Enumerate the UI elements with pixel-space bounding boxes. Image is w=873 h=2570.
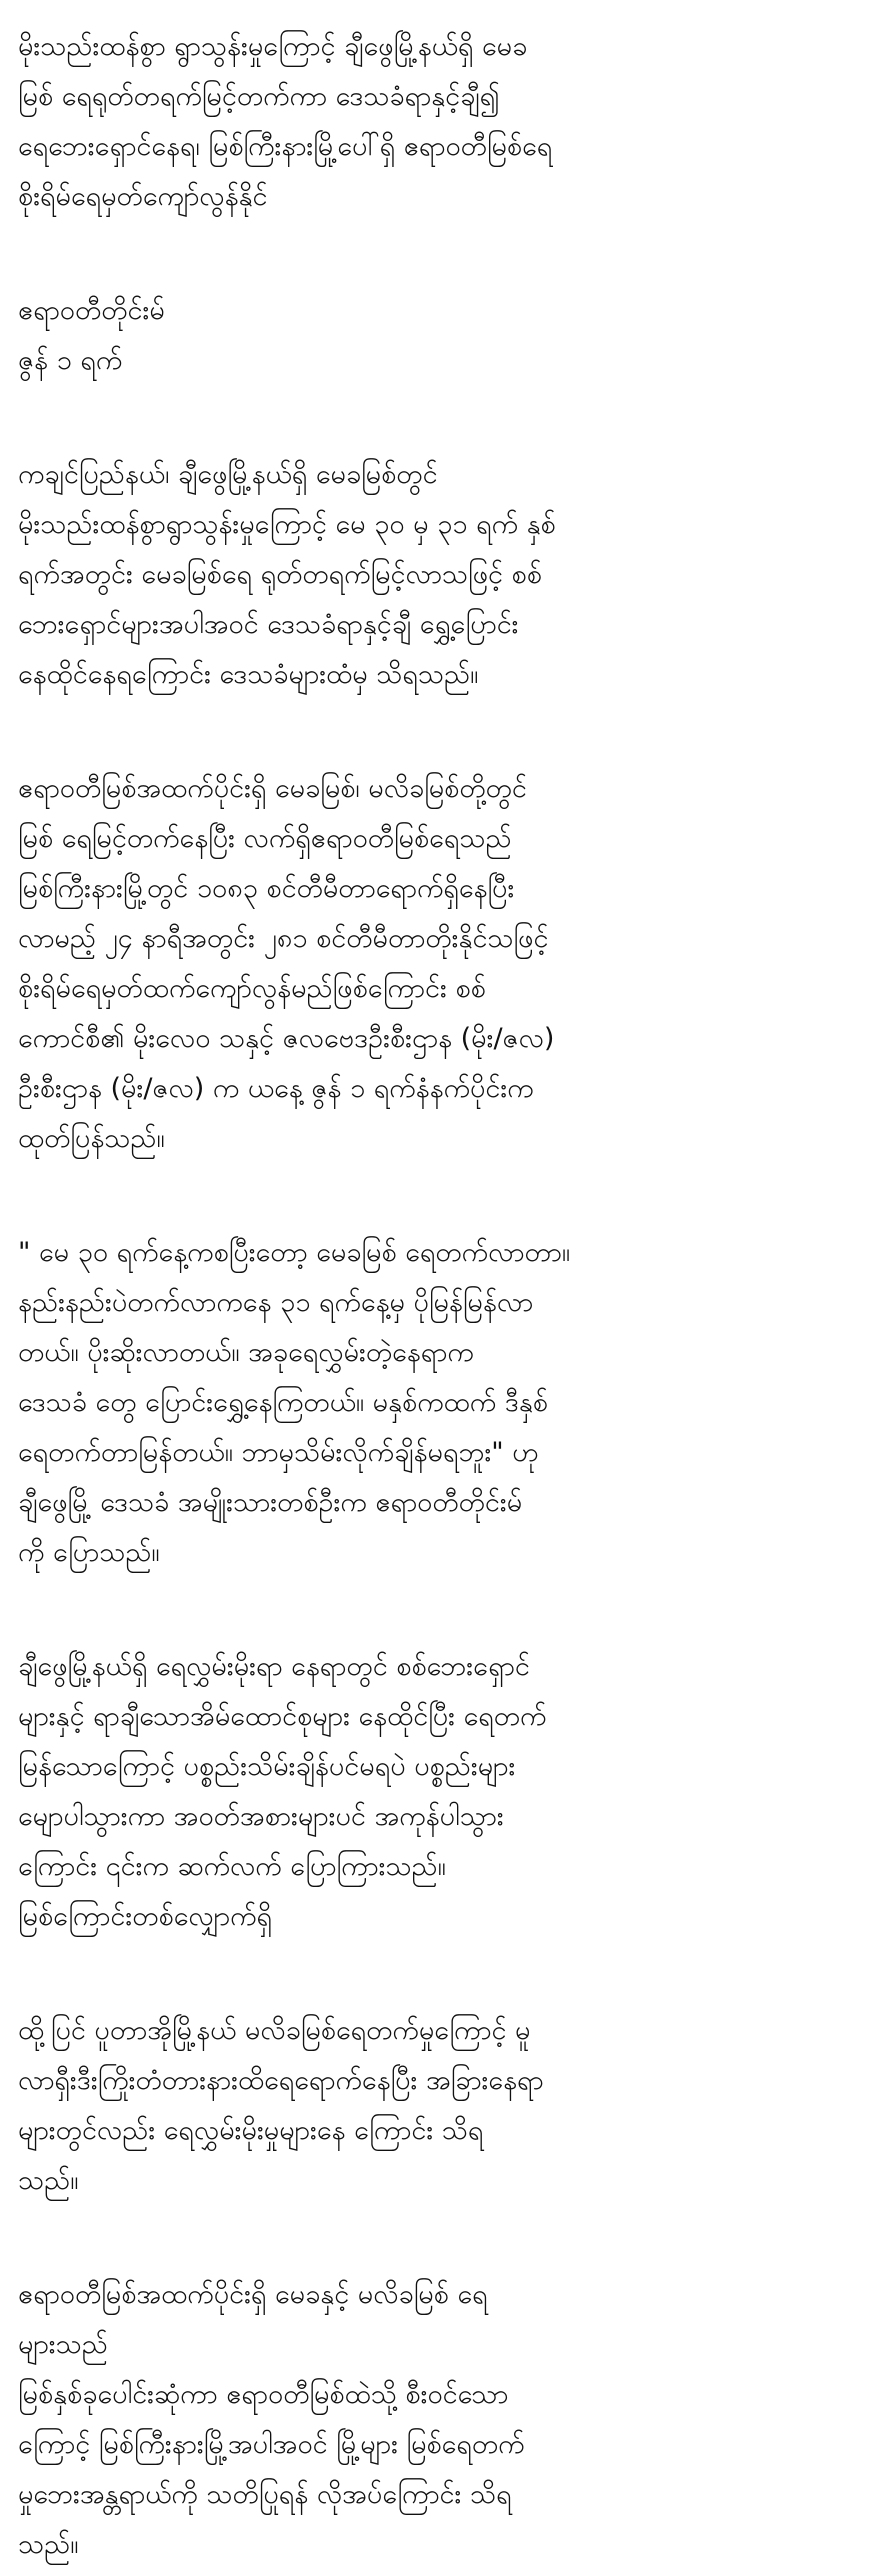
text-line: သည်။	[18, 2529, 79, 2560]
headline-paragraph	[18, 22, 849, 222]
text-line: ကြောင်း ၎င်းက ဆက်လက် ပြောကြားသည်။	[18, 1851, 446, 1882]
text-line: " မေ ၃၀ ရက်နေ့ကစပြီးတော့ မေခမြစ် ရေတက်လာတာ။	[18, 1237, 571, 1268]
text-line: သည်။	[18, 2165, 79, 2196]
body-paragraph	[18, 1642, 849, 1942]
text-line: ဦးစီးဌာန (မိုး/ဇလ) က ယနေ့ ဇွန် ၁ ရက်နံနက်ပိုင်းက	[18, 1073, 534, 1104]
text-line: လာမည့် ၂၄ နာရီအတွင်း ၂၈၁ စင်တီမီတာတိုးနိုင်သဖြင့်	[18, 923, 549, 954]
text-line: ရေဘေးရှောင်နေရ၊ မြစ်ကြီးနားမြို့ပေါ်ရှိ ဧရာဝတီမြစ်ရေ	[18, 131, 553, 162]
text-line: ချီဖွေမြို့ ဒေသခံ အမျိုးသားတစ်ဦးက ဧရာဝတီတိုင်းမ်	[18, 1487, 523, 1518]
text-line: မျောပါသွားကာ အဝတ်အစားများပင် အကုန်ပါသွား	[18, 1801, 504, 1832]
text-line: နည်းနည်းပဲတက်လာကနေ ၃၁ ရက်နေ့မှ ပိုမြန်မြန်လာ	[18, 1287, 534, 1318]
text-line: ထုတ်ပြန်သည်။	[18, 1123, 165, 1154]
text-line: ကို ပြောသည်။	[18, 1537, 160, 1568]
text-line: မိုးသည်းထန်စွာ ရွာသွန်းမှုကြောင့် ချီဖွေမြို့နယ်ရှိ မေခ	[18, 31, 528, 62]
body-paragraph	[18, 764, 849, 1164]
quote-paragraph	[18, 1228, 849, 1578]
body-paragraph	[18, 2270, 849, 2570]
text-line: မြန်သောကြောင့် ပစ္စည်းသိမ်းချိန်ပင်မရပဲ ပစ္စည်းများ	[18, 1751, 516, 1782]
text-line: ရက်အတွင်း မေခမြစ်ရေ ရုတ်တရက်မြင့်လာသဖြင့် စစ်	[18, 559, 542, 590]
text-line: မြစ် ရေရုတ်တရက်မြင့်တက်ကာ ဒေသခံရာနှင့်ချီ၍	[18, 81, 500, 112]
text-line: ကောင်စီ၏ မိုးလေဝ သနှင့် ဇလဗေဒဦးစီးဌာန (မိုး/ဇလ)	[18, 1023, 555, 1054]
text-line: တယ်။ ပိုးဆိုးလာတယ်။ အခုရေလွှမ်းတဲ့နေရာက	[18, 1337, 474, 1368]
dateline: ဇွန် ၁ ရက်	[18, 345, 123, 376]
text-line: ဧရာဝတီမြစ်အထက်ပိုင်းရှိ မေခနှင့် မလိခမြစ် ရေ	[18, 2279, 488, 2310]
text-line: မြစ်ကြောင်းတစ်လျှောက်ရှိ	[18, 1901, 273, 1932]
text-line: ဒေသခံ တွေ ပြောင်းရွှေ့နေကြတယ်။ မနှစ်ကထက် ဒီနှစ်	[18, 1387, 548, 1418]
text-line: မိုးသည်းထန်စွာရွာသွန်းမှုကြောင့် မေ ၃၀ မှ ၃၁ ရက် နှစ်	[18, 509, 556, 540]
source-name: ဧရာဝတီတိုင်းမ်	[18, 295, 165, 326]
text-line: ရေတက်တာမြန်တယ်။ ဘာမှသိမ်းလိုက်ချိန်မရဘူး" ဟု	[18, 1437, 539, 1468]
text-line: ကြောင့် မြစ်ကြီးနားမြို့အပါအဝင် မြို့များ မြစ်ရေတက်	[18, 2429, 525, 2460]
text-line: မှုဘေးအန္တရာယ်ကို သတိပြုရန် လိုအပ်ကြောင်း သိရ	[18, 2479, 512, 2510]
text-line: စိုးရိမ်ရေမှတ်ထက်ကျော်လွန်မည်ဖြစ်ကြောင်း စစ်	[18, 973, 486, 1004]
text-line: များတွင်လည်း ရေလွှမ်းမိုးမှုများနေ ကြောင်း သိရ	[18, 2115, 484, 2146]
text-line: နေထိုင်နေရကြောင်း ဒေသခံများထံမှ သိရသည်။	[18, 659, 479, 690]
text-line: ချီဖွေမြို့နယ်ရှိ ရေလွှမ်းမိုးရာ နေရာတွင် စစ်ဘေးရှောင်	[18, 1651, 530, 1682]
text-line: ဧရာဝတီမြစ်အထက်ပိုင်းရှိ မေခမြစ်၊ မလိခမြစ်တို့တွင်	[18, 773, 527, 804]
body-paragraph	[18, 450, 849, 700]
text-line: လာရှီးဒီးကြိုးတံတားနားထိရေရောက်နေပြီး အခြားနေရာ	[18, 2065, 544, 2096]
text-line: များနှင့် ရာချီသောအိမ်ထောင်စုများ နေထိုင်ပြီး ရေတက်	[18, 1701, 547, 1732]
body-paragraph	[18, 2006, 849, 2206]
text-line: ဘေးရှောင်များအပါအဝင် ဒေသခံရာနှင့်ချီ ရွှေ့ပြောင်း	[18, 609, 519, 640]
text-line: ကချင်ပြည်နယ်၊ ချီဖွေမြို့နယ်ရှိ မေခမြစ်တွင်	[18, 459, 438, 490]
text-line: မြစ်ကြီးနားမြို့တွင် ၁၀၈၃ စင်တီမီတာရောက်ရှိနေပြီး	[18, 873, 515, 904]
byline-paragraph	[18, 286, 849, 386]
text-line: စိုးရိမ်ရေမှတ်ကျော်လွန်နိုင်	[18, 181, 268, 212]
text-line: မြစ် ရေမြင့်တက်နေပြီး လက်ရှိဧရာဝတီမြစ်ရေသည်	[18, 823, 512, 854]
text-line: ထို့ပြင် ပူတာအိုမြို့နယ် မလိခမြစ်ရေတက်မှုကြောင့် မူ	[18, 2015, 531, 2046]
text-line: မြစ်နှစ်ခုပေါင်းဆုံကာ ဧရာဝတီမြစ်ထဲသို့ စီးဝင်သော	[18, 2379, 509, 2410]
text-line: များသည်	[18, 2329, 108, 2360]
